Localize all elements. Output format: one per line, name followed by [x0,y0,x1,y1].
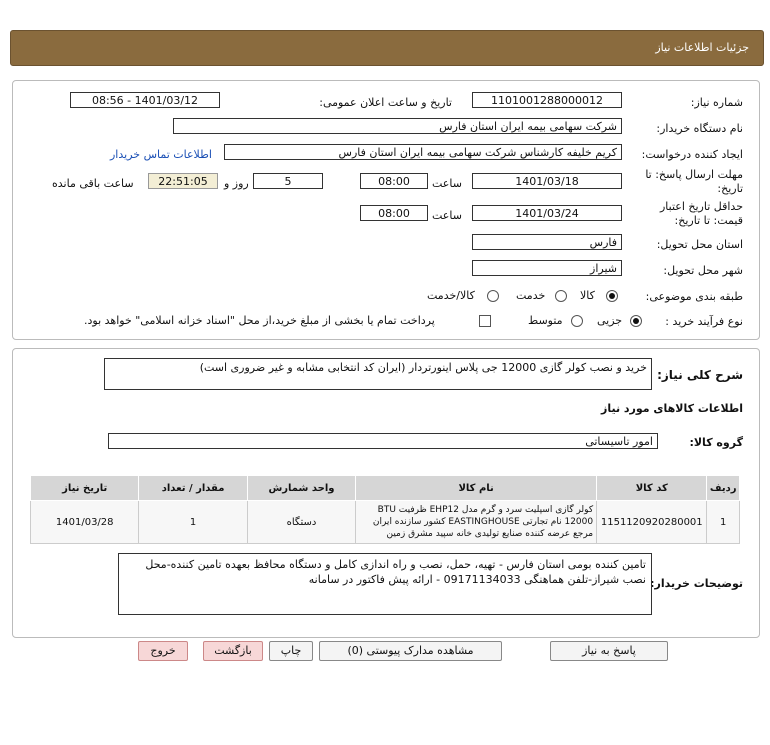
goods-table-header [31,476,740,501]
validity-label-1: حداقل تاریخ اعتبار [659,200,743,213]
deadline-date-field: 1401/03/18 [472,173,622,189]
col-name: نام کالا [356,476,597,501]
cell-row: 1 [707,501,740,544]
validity-time-field: 08:00 [360,205,428,221]
col-code: کد کالا [597,476,707,501]
process-radio-small[interactable] [630,315,642,327]
buyer-notes-label: توضیحات خریدار: [650,577,743,590]
province-label: استان محل تحویل: [656,238,743,251]
cell-name: کولر گازی اسپلیت سرد و گرم مدل EHP12 ظرفیت BTU 12000 نام تجارتی EASTINGHOUSE کشور سازنده ایران مرجع عرضه کننده صنایع تولیدی خانه سپید مشرق زمین [356,501,597,544]
validity-label-2: قیمت: تا تاریخ: [674,214,743,227]
remaining-time-field: 22:51:05 [148,173,218,189]
process-option-small: جزیی [597,314,623,327]
attachments-button[interactable]: مشاهده مدارک پیوستی (0) [319,641,502,661]
days-field: 5 [253,173,323,189]
days-label: روز و [224,177,249,190]
goods-group-field: امور تاسیساتی [108,433,658,449]
need-number-label: شماره نیاز: [690,96,743,109]
validity-time-label: ساعت [432,209,462,222]
print-button[interactable]: چاپ [269,641,313,661]
category-option-service: خدمت [516,289,546,302]
description-field: خرید و نصب کولر گازی 12000 جی پلاس اینورتردار (ایران کد انتخابی مشابه و غیر ضروری است) [104,358,652,390]
process-option-medium: متوسط [528,314,563,327]
city-label: شهر محل تحویل: [663,264,743,277]
buyer-org-field: شرکت سهامی بیمه ایران استان فارس [173,118,622,134]
process-label: نوع فرآیند خرید : [665,315,743,328]
validity-date-field: 1401/03/24 [472,205,622,221]
reply-button[interactable]: پاسخ به نیاز [550,641,668,661]
category-radio-service[interactable] [555,290,567,302]
creator-field: کریم خلیفه کارشناس شرکت سهامی بیمه ایران استان فارس [224,144,622,160]
province-field: فارس [472,234,622,250]
goods-table [30,475,740,544]
back-button[interactable]: بازگشت [203,641,263,661]
col-qty: مقدار / تعداد [139,476,247,501]
category-option-goods: کالا [580,289,595,302]
category-radio-both[interactable] [487,290,499,302]
cell-qty: 1 [139,501,247,544]
treasury-payment-note: پرداخت تمام یا بخشی از مبلغ خرید،از محل "اسناد خزانه اسلامی" خواهد بود. [84,314,435,327]
city-field: شیراز [472,260,622,276]
col-date: تاریخ نیاز [31,476,139,501]
deadline-label-1: مهلت ارسال پاسخ: تا [645,168,743,181]
goods-section-title: اطلاعات کالاهای مورد نیاز [601,402,743,415]
cell-unit: دستگاه [247,501,355,544]
goods-group-label: گروه کالا: [689,436,743,449]
cell-date: 1401/03/28 [31,501,139,544]
treasury-payment-checkbox[interactable] [479,315,491,327]
announce-field: 1401/03/12 - 08:56 [70,92,220,108]
process-radio-medium[interactable] [571,315,583,327]
announce-label: تاریخ و ساعت اعلان عمومی: [319,96,452,109]
col-unit: واحد شمارش [247,476,355,501]
category-option-both: کالا/خدمت [427,289,475,302]
page-title: جزئیات اطلاعات نیاز [655,41,749,54]
need-number-field: 1101001288000012 [472,92,622,108]
deadline-time-label: ساعت [432,177,462,190]
creator-label: ایجاد کننده درخواست: [641,148,743,161]
buyer-contact-link[interactable]: اطلاعات تماس خریدار [110,148,212,161]
deadline-time-field: 08:00 [360,173,428,189]
buyer-notes-field: تامین کننده بومی استان فارس - تهیه، حمل، نصب و راه اندازی کامل و دستگاه محافظ بعهده تامین کننده-محل نصب شیراز-تلفن هماهنگی 09171134033 - ارائه پیش فاکتور در سامانه [118,553,652,615]
category-label: طبقه بندی موضوعی: [645,290,743,303]
buyer-org-label: نام دستگاه خریدار: [656,122,743,135]
category-radio-goods[interactable] [606,290,618,302]
table-row [31,501,740,544]
remaining-label: ساعت باقی مانده [52,177,134,190]
deadline-label-2: تاریخ: [717,182,743,195]
cell-code: 1151120920280001 [597,501,707,544]
col-row: ردیف [707,476,740,501]
page-header [10,30,764,66]
exit-button[interactable]: خروج [138,641,188,661]
description-label: شرح کلی نیاز: [657,368,743,382]
